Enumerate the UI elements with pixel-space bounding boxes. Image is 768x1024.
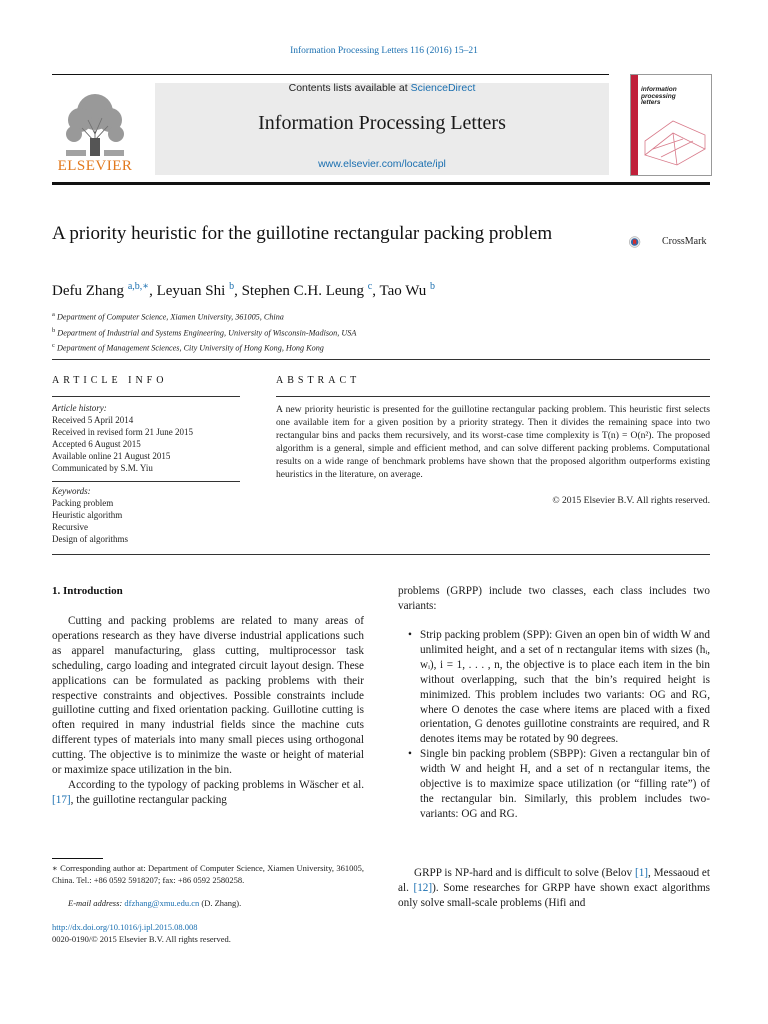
keyword: Heuristic algorithm [52,510,123,520]
body-right-column-lead [398,584,710,614]
journal-title: Information Processing Letters [258,112,506,134]
article-title: A priority heuristic for the guillotine rectangular packing problem [52,223,553,244]
author-affil-mark[interactable]: a,b,∗ [127,281,150,292]
header-top-rule [52,74,609,75]
keywords-label: Keywords: [52,486,91,496]
abstract-heading: ABSTRACT [276,375,361,386]
journal-reference[interactable]: Information Processing Letters 116 (2016) 15–21 [290,46,478,56]
keywords-block [52,485,128,545]
author-separator: , [372,283,380,299]
keyword: Packing problem [52,498,114,508]
author-name[interactable]: Leyuan Shi [156,283,226,299]
body-left-column [52,614,364,808]
history-item: Available online 21 August 2015 [52,451,171,461]
doi-link[interactable]: http://dx.doi.org/10.1016/j.ipl.2015.08.008 [52,922,198,932]
author-affil-mark[interactable]: b [430,281,436,292]
author-separator: , [149,283,157,299]
affiliation-text: Department of Computer Science, Xiamen University, 361005, China [56,312,284,322]
paragraph-text: , Messaoud et al. [398,867,710,894]
keyword: Recursive [52,522,88,532]
body-right-column-tail [398,866,710,911]
keyword: Design of algorithms [52,534,128,544]
list-item-text: Strip packing problem (SPP): Given an open bin of width W and unlimited height, and a set of n rectangular items with sizes (hᵢ, wᵢ), i = 1, . . . , n, the objective is to place each item in the bin without overlapping, such that the bin’s required height is minimized. This problem includes two variants: OG and RG, where O denotes the case where items are placed with a fixed orientation, G denotes guillotine constraints are required, and R denotes items may be rotated by 90 degrees. [420,629,710,746]
author-affil-mark[interactable]: c [367,281,373,292]
journal-url-link[interactable]: www.elsevier.com/locate/ipl [318,158,446,170]
corresponding-author-footnote: ∗ Corresponding author at: Department of Computer Science, Xiamen University, 361005, China. Tel.: +86 0592 5918207; fax: +86 0592 2580258. [52,863,364,885]
crossmark-icon[interactable] [628,228,662,256]
article-history [52,402,193,474]
keywords-rule [52,481,240,482]
author-separator: , [234,283,242,299]
affiliation-mark: a [52,311,55,318]
citation-link[interactable]: [12] [413,881,433,894]
contents-prefix: Contents lists available at [288,82,408,94]
publisher-wordmark: ELSEVIER [57,158,133,174]
paragraph-text: GRPP is NP-hard and is difficult to solve (Belov [414,867,635,879]
journal-cover-thumbnail[interactable] [630,74,712,176]
affiliation [52,308,356,324]
paragraph: problems (GRPP) include two classes, each class includes two variants: [398,585,710,612]
affiliation-mark: b [52,326,56,334]
cover-graphic [643,111,707,167]
footnote-rule [52,858,103,859]
variant-list [398,628,710,822]
paragraph [52,778,364,808]
cover-stripe [631,75,638,175]
citation-link[interactable]: [1] [634,867,649,879]
history-item: Received 5 April 2014 [52,415,134,425]
affiliation [52,324,356,340]
cover-title-line: letters [641,99,661,106]
abstract-rule [276,396,710,397]
history-item: Communicated by S.M. Yiu [52,463,153,473]
affiliations [52,308,356,355]
crossmark-label[interactable]: CrossMark [662,236,707,247]
paragraph: Cutting and packing problems are related to many areas of operations research as they have diverse industrial applications such as apparel manufacturing, glass cutting, multiprocessor task scheduling, cargo loading and integrated circuit layout design. These applications can be formulated as packing problems with their respective constraints and objectives. Possible constraints include guillotine cutting and fixed orientation packing. Guillotine cutting is often required in many industrial fields since the machine cuts different types of materials into many small pieces using orthogonal cutting. The objective is to minimize the waste or height of material or maximize space utilization in the bin. [52,615,364,777]
abstract-copyright: © 2015 Elsevier B.V. All rights reserved. [552,495,710,506]
info-top-rule [52,359,710,360]
cover-title [641,87,677,107]
abstract-text: A new priority heuristic is presented for the guillotine rectangular packing problem. This heuristic first selects one available item for a given position by a priority strategy. Then it divides the remaining space into two rectangular bins and packs them recursively, and its worst-case time complexity is T(n) = O(n²). The proposed algorithm is a general, simple and efficient method, and can solve different packing problems. Computational results on a wide range of benchmark problems have shown that the proposed algorithm outperforms existing heuristics in the literature, on average. [276,404,710,481]
list-item-text: Single bin packing problem (SBPP): Given a rectangular bin of width W and height H, and a set of n rectangular items, the objective is to maximize space utilization (or “filling rate”) of the rectangular bin. Similarly, this problem includes two-variants: OG and RG. [420,748,710,820]
contents-line [155,82,609,94]
paragraph [398,866,710,911]
author-affil-mark[interactable]: b [229,281,235,292]
sciencedirect-link[interactable]: ScienceDirect [410,82,476,94]
header-bottom-rule [52,182,710,185]
citation-link[interactable]: [17] [52,793,71,806]
affiliation-text: Department of Management Sciences, City University of Hong Kong, Hong Kong [56,344,324,354]
email-label: E-mail address: [68,898,123,908]
cover-title-line: processing [641,92,676,100]
author-name[interactable]: Stephen C.H. Leung [241,283,365,299]
author-name[interactable]: Defu Zhang [52,283,125,299]
email-line [52,898,364,908]
bullet-icon: • [408,629,412,641]
list-item [398,747,710,822]
author-list [52,281,435,300]
section-heading: 1. Introduction [52,585,123,597]
paragraph-text: According to the typology of packing problems in Wäscher et al. [68,778,364,791]
issn-copyright: 0020-0190/© 2015 Elsevier B.V. All rights reserved. [52,934,231,944]
paragraph-text: ). Some researches for GRPP have shown exact algorithms only solve small-scale problems (Hifi and [398,881,710,909]
abstract-bottom-rule [52,554,710,555]
cover-title-line: information [641,86,677,93]
author-name[interactable]: Tao Wu [379,283,427,299]
history-item: Accepted 6 August 2015 [52,439,141,449]
list-item [398,628,710,747]
article-info-rule [52,396,240,397]
paragraph-text: , the guillotine rectangular packing [70,793,227,806]
email-suffix: (D. Zhang). [199,898,242,908]
bullet-icon: • [408,748,412,761]
affiliation [52,339,356,355]
history-label: Article history: [52,403,107,413]
affiliation-mark: c [52,342,55,350]
affiliation-text: Department of Industrial and Systems Engineering, University of Wisconsin-Madison, USA [57,328,357,338]
email-link[interactable]: dfzhang@xmu.edu.cn [124,898,200,908]
article-info-heading: ARTICLE INFO [52,375,168,386]
history-item: Received in revised form 21 June 2015 [52,427,193,437]
